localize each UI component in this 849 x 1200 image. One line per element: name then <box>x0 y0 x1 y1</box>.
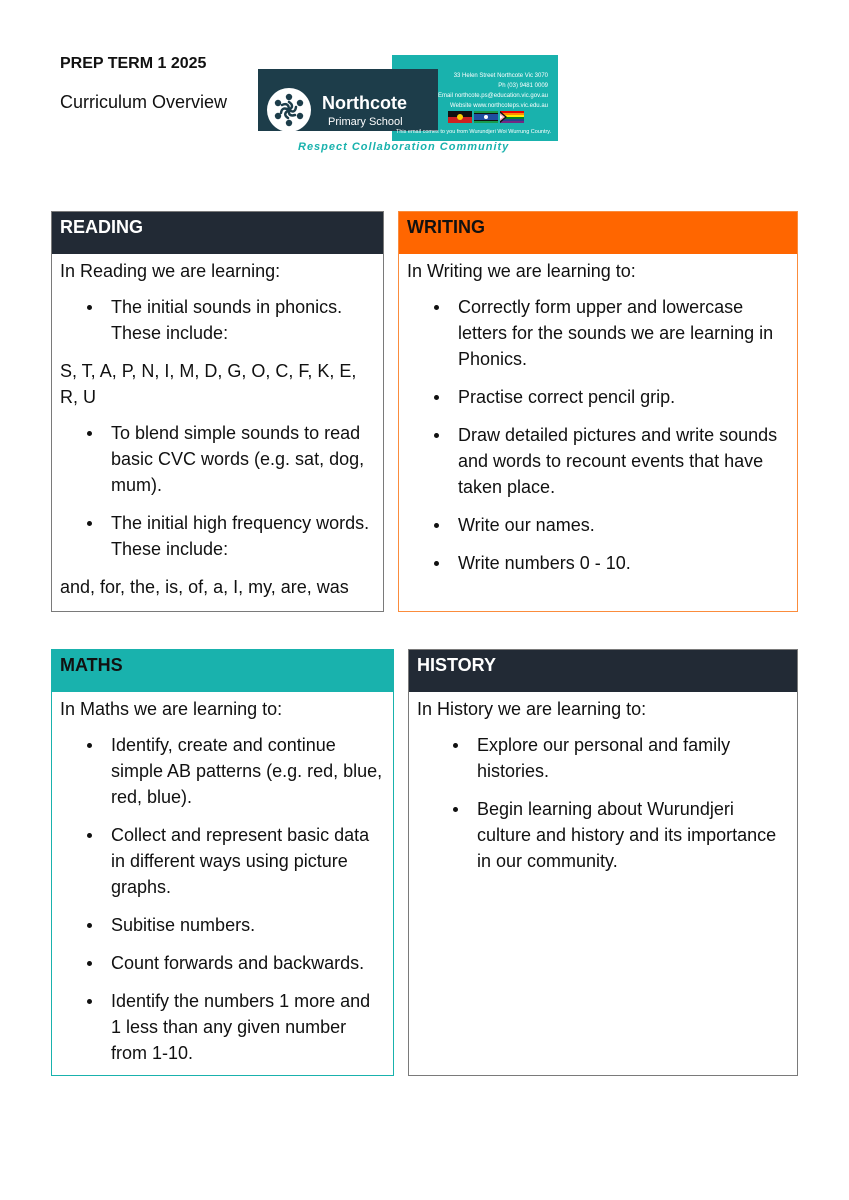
reading-list-2 <box>60 420 375 562</box>
list-item: To blend simple sounds to read basic CVC words (e.g. sat, dog, mum). <box>111 420 375 498</box>
list-item: Write numbers 0 - 10. <box>458 550 789 576</box>
history-intro: In History we are learning to: <box>417 699 647 719</box>
writing-heading: WRITING <box>399 212 797 254</box>
maths-intro: In Maths we are learning to: <box>60 699 283 719</box>
torres-strait-flag-icon <box>474 111 498 123</box>
flags-row <box>448 111 524 123</box>
reading-list-1 <box>60 294 375 346</box>
list-item: Count forwards and backwards. <box>111 950 385 976</box>
list-item: Draw detailed pictures and write sounds and words to recount events that have taken place. <box>458 422 789 500</box>
contact-website: Website www.northcoteps.vic.edu.au <box>450 103 548 109</box>
history-panel <box>408 649 798 1076</box>
phonics-sounds: S, T, A, P, N, I, M, D, G, O, C, F, K, E, R, U <box>60 361 357 407</box>
list-item: Identify, create and continue simple AB patterns (e.g. red, blue, red, blue). <box>111 732 385 810</box>
school-emblem-icon <box>267 88 311 132</box>
list-item: Subitise numbers. <box>111 912 385 938</box>
reading-heading: READING <box>52 212 383 254</box>
list-item: Identify the numbers 1 more and 1 less than any given number from 1-10. <box>111 988 385 1066</box>
maths-panel <box>51 649 394 1076</box>
writing-intro: In Writing we are learning to: <box>407 261 636 281</box>
history-heading: HISTORY <box>409 650 797 692</box>
school-contact <box>423 71 548 111</box>
school-letterhead <box>258 55 560 157</box>
school-name: Northcote <box>322 93 407 113</box>
term-title: PREP TERM 1 2025 <box>60 55 207 72</box>
reading-intro: In Reading we are learning: <box>60 261 281 281</box>
list-item: Practise correct pencil grip. <box>458 384 789 410</box>
list-item: The initial sounds in phonics. These include: <box>111 294 375 346</box>
list-item: Correctly form upper and lowercase letters for the sounds we are learning in Phonics. <box>458 294 789 372</box>
list-item: The initial high frequency words. These include: <box>111 510 375 562</box>
aboriginal-flag-icon <box>448 111 472 123</box>
maths-heading: MATHS <box>52 650 393 692</box>
list-item: Explore our personal and family histories. <box>477 732 789 784</box>
letterhead-logo-box <box>258 69 438 131</box>
contact-email: Email northcote.ps@education.vic.gov.au <box>437 93 548 99</box>
maths-list <box>60 732 385 1066</box>
contact-phone: Ph (03) 9481 0009 <box>498 83 548 89</box>
writing-list <box>407 294 789 576</box>
curriculum-subtitle: Curriculum Overview <box>60 92 228 112</box>
pride-flag-icon <box>500 111 524 123</box>
list-item: Begin learning about Wurundjeri culture and history and its importance in our community. <box>477 796 789 874</box>
list-item: Collect and represent basic data in different ways using picture graphs. <box>111 822 385 900</box>
reading-panel <box>51 211 384 612</box>
history-list <box>417 732 789 874</box>
school-type: Primary School <box>328 116 403 128</box>
high-frequency-words: and, for, the, is, of, a, I, my, are, was <box>60 577 349 597</box>
list-item: Write our names. <box>458 512 789 538</box>
country-acknowledgement: This email comes to you from Wurundjeri Woi Wurrung Country. <box>396 129 552 135</box>
school-motto: Respect Collaboration Community <box>298 141 510 153</box>
writing-panel <box>398 211 798 612</box>
contact-address: 33 Helen Street Northcote Vic 3070 <box>453 73 548 79</box>
